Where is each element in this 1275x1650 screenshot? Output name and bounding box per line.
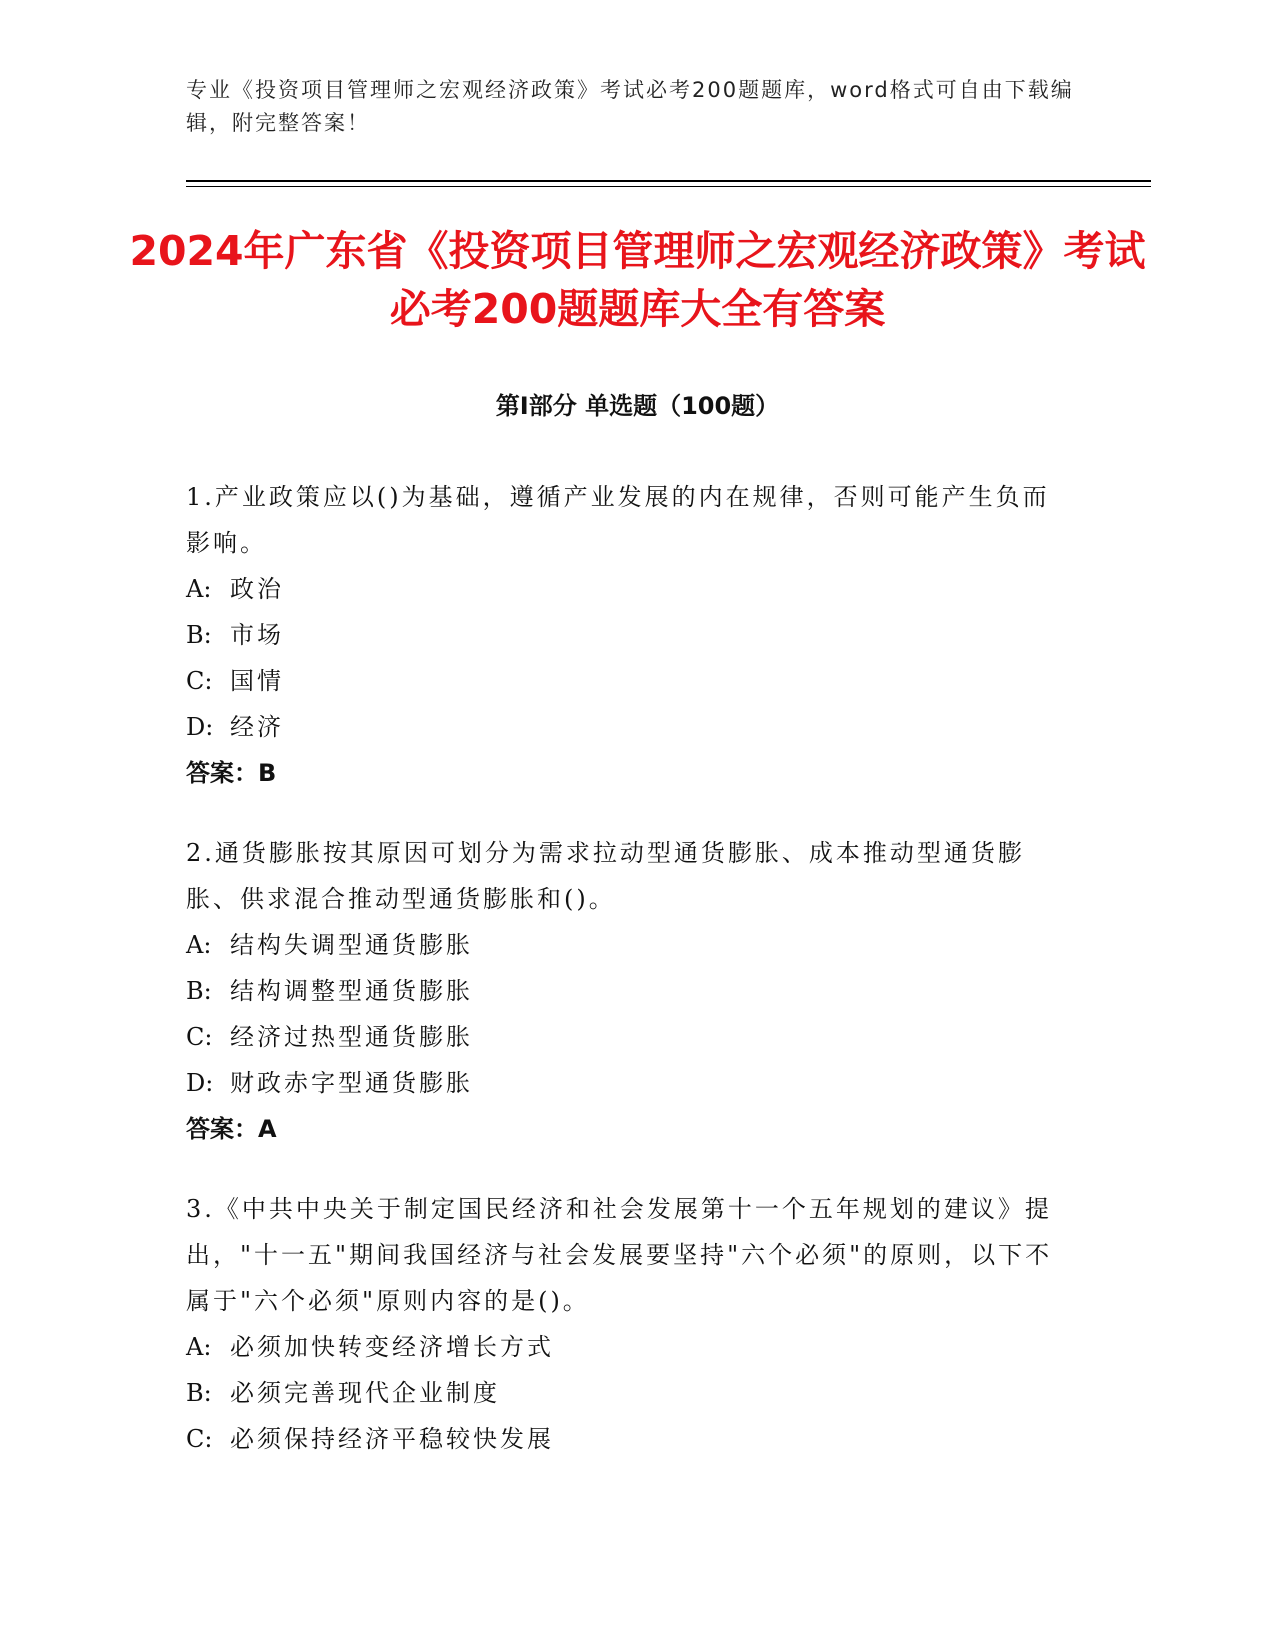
option-text: 必须加快转变经济增长方式 [230, 1333, 554, 1361]
option-text: 结构失调型通货膨胀 [230, 931, 473, 959]
option-text: 经济过热型通货膨胀 [230, 1023, 473, 1051]
option-key: C: [186, 667, 213, 695]
option-text: 政治 [230, 575, 284, 603]
question-stem: 2.通货膨胀按其原因可划分为需求拉动型通货膨胀、成本推动型通货膨胀、供求混合推动型通货膨胀和()。 [186, 839, 1025, 913]
question-stem: 1.产业政策应以()为基础，遵循产业发展的内在规律，否则可能产生负而影响。 [186, 483, 1050, 557]
header-note: 专业《投资项目管理师之宏观经济政策》考试必考200题题库，word格式可自由下载编辑，附完整答案！ [186, 78, 1074, 135]
header-divider-thick [186, 180, 1151, 182]
option-c [186, 1416, 1056, 1462]
option-text: 必须保持经济平稳较快发展 [230, 1425, 554, 1453]
option-text: 财政赤字型通货膨胀 [230, 1069, 473, 1097]
option-text: 必须完善现代企业制度 [230, 1379, 500, 1407]
option-a [186, 922, 1056, 968]
header-divider-thin [186, 186, 1151, 187]
question-list [186, 474, 1056, 1496]
option-a [186, 1324, 1056, 1370]
option-text: 国情 [230, 667, 284, 695]
option-key: A: [186, 1333, 212, 1361]
option-d [186, 1060, 1056, 1106]
option-c [186, 658, 1056, 704]
option-key: A: [186, 575, 212, 603]
option-key: B: [186, 1379, 212, 1407]
option-a [186, 566, 1056, 612]
option-key: D: [186, 713, 214, 741]
document-title: 2024年广东省《投资项目管理师之宏观经济政策》考试必考200题题库大全有答案 [129, 227, 1146, 333]
option-text: 结构调整型通货膨胀 [230, 977, 473, 1005]
option-text: 市场 [230, 621, 284, 649]
option-key: B: [186, 977, 212, 1005]
option-b [186, 612, 1056, 658]
option-text: 经济 [230, 713, 284, 741]
question-1 [186, 474, 1056, 796]
option-b [186, 1370, 1056, 1416]
question-2 [186, 830, 1056, 1152]
option-key: C: [186, 1425, 213, 1453]
option-d [186, 704, 1056, 750]
option-key: A: [186, 931, 212, 959]
option-key: C: [186, 1023, 213, 1051]
question-stem: 3.《中共中央关于制定国民经济和社会发展第十一个五年规划的建议》提出，"十一五"期间我国经济与社会发展要坚持"六个必须"的原则，以下不属于"六个必须"原则内容的是()。 [186, 1195, 1053, 1315]
answer-line: 答案：B [186, 759, 277, 787]
question-3 [186, 1186, 1056, 1462]
option-key: B: [186, 621, 212, 649]
option-key: D: [186, 1069, 214, 1097]
option-b [186, 968, 1056, 1014]
answer-line: 答案：A [186, 1115, 277, 1143]
section-heading: 第I部分 单选题（100题） [495, 392, 780, 420]
option-c [186, 1014, 1056, 1060]
